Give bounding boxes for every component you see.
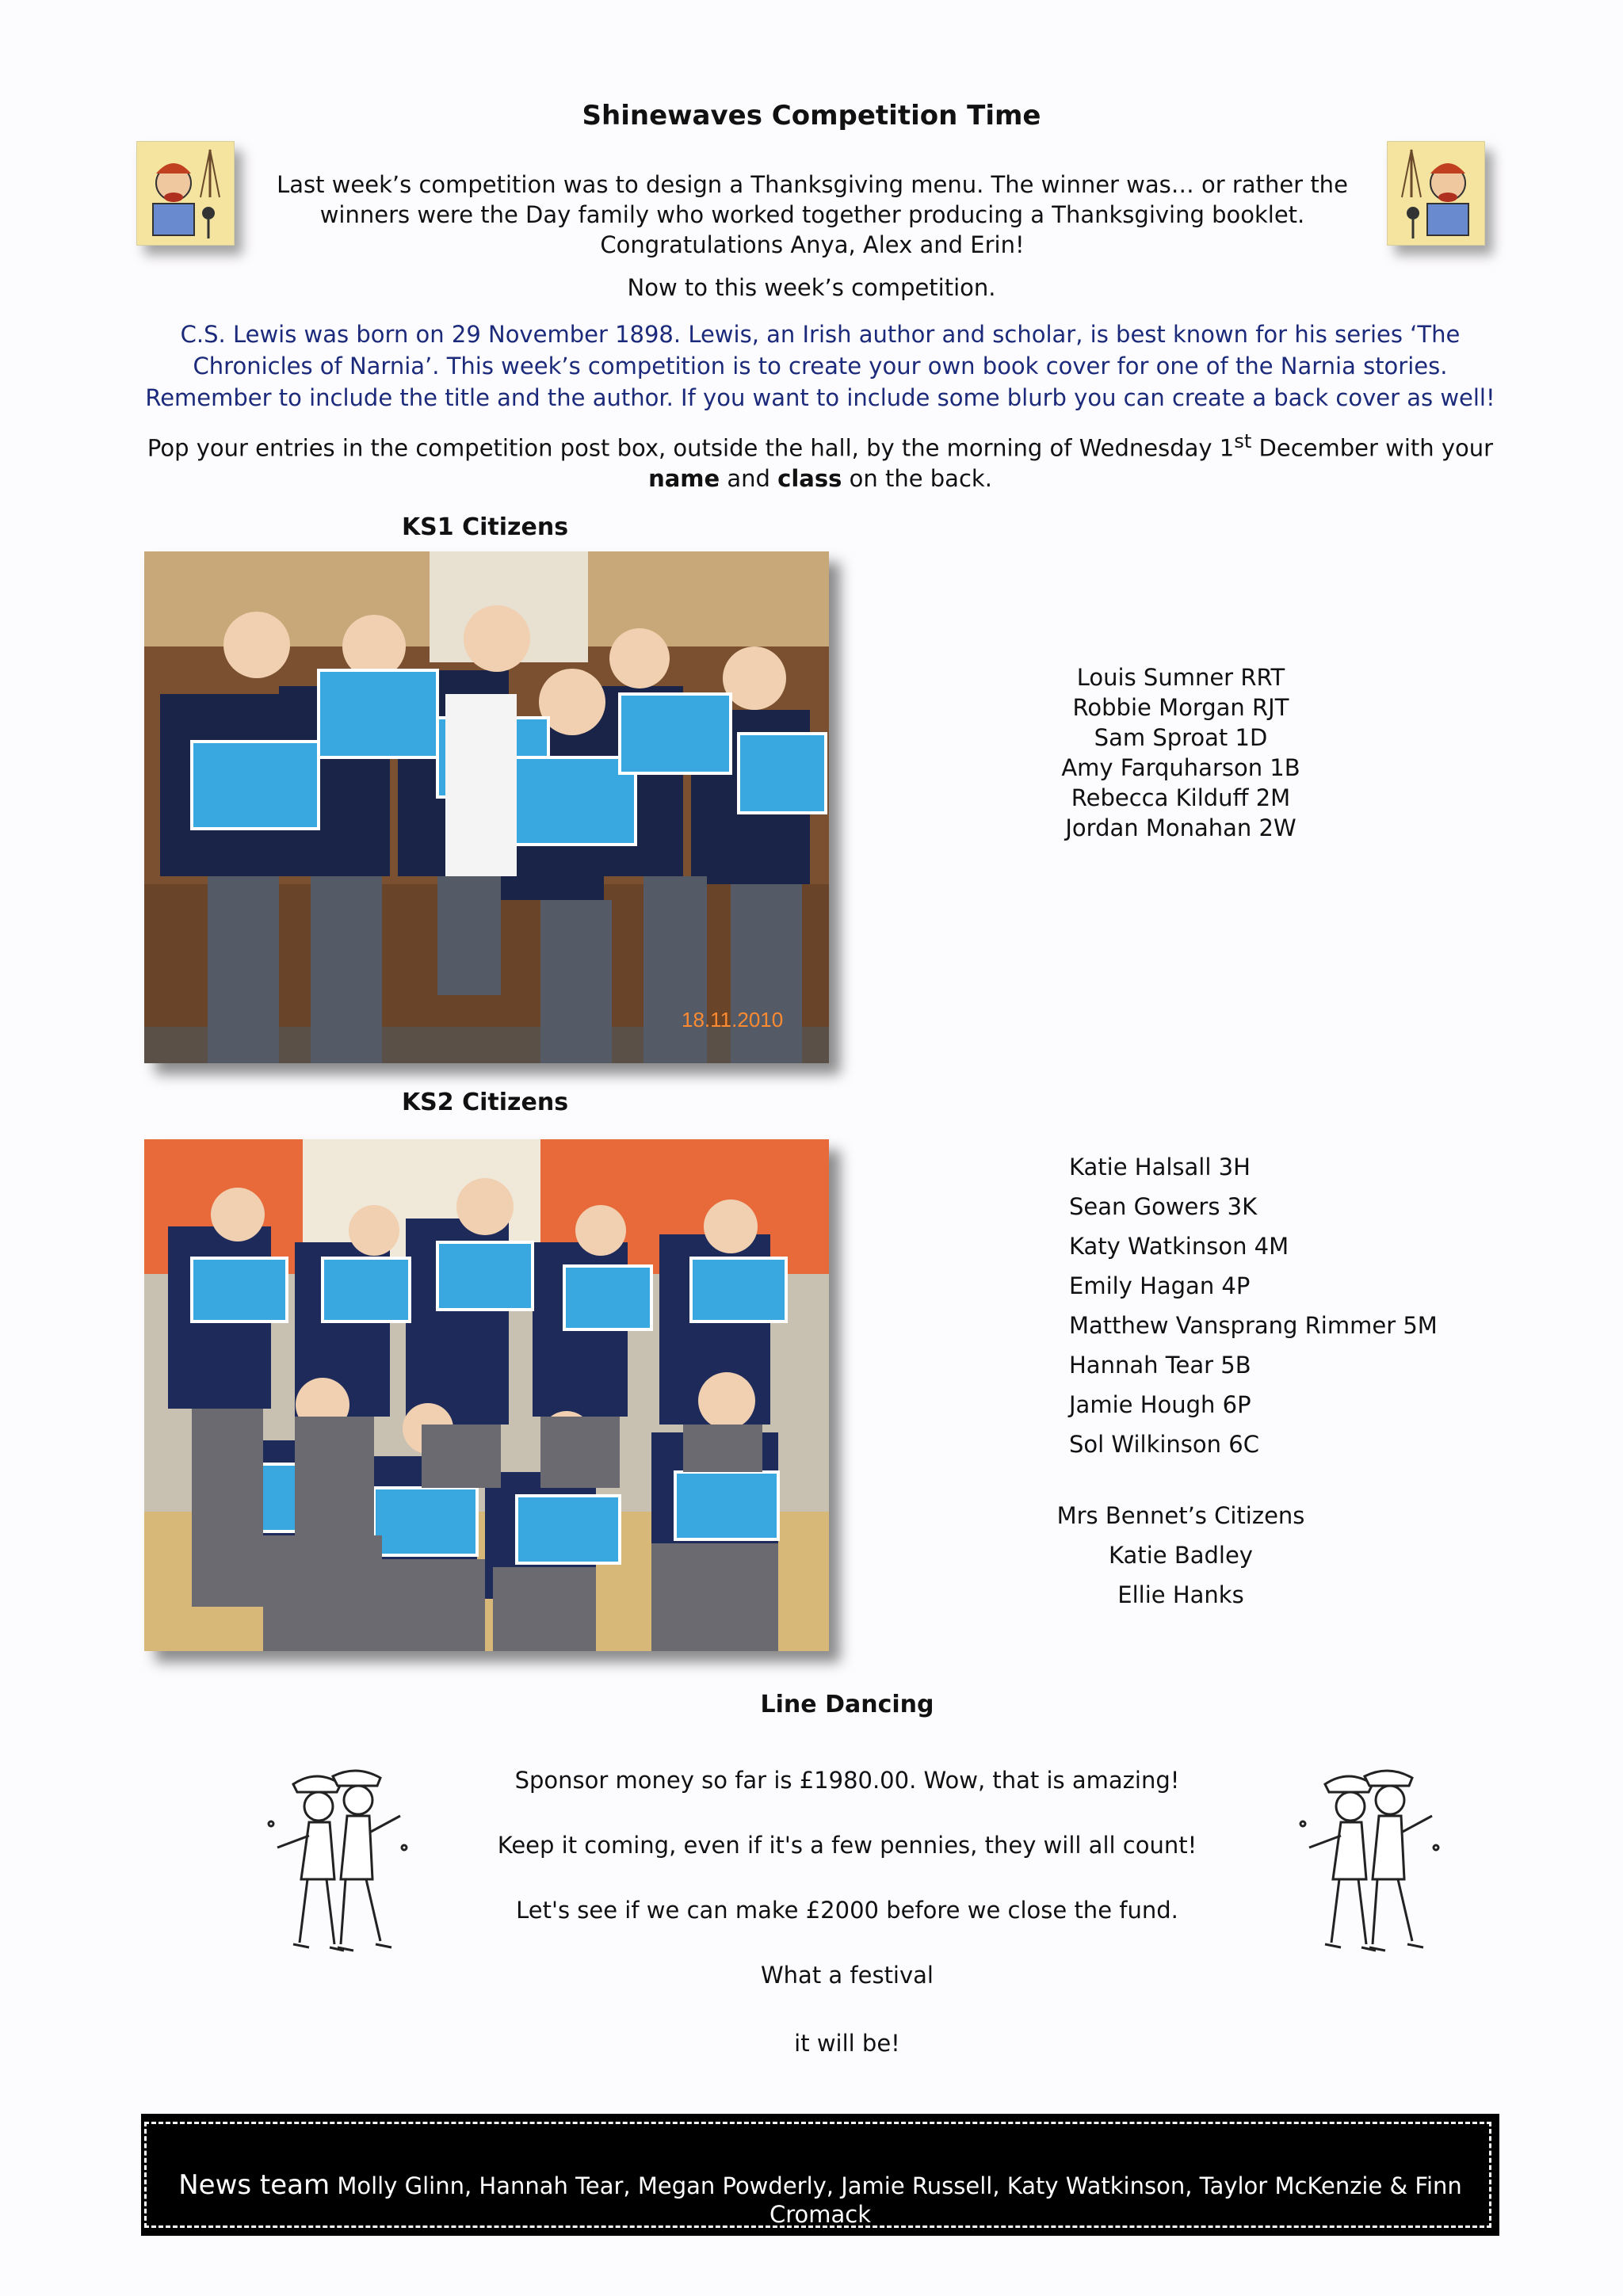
entries-paragraph [135, 426, 1506, 494]
list-item: Sol Wilkinson 6C [1069, 1431, 1259, 1458]
news-team-banner [141, 2114, 1499, 2236]
list-item: Louis Sumner RRT [1076, 664, 1285, 691]
list-item: Jamie Hough 6P [1069, 1391, 1251, 1418]
ks2-group-photo [144, 1139, 829, 1651]
list-item: Rebecca Kilduff 2M [1071, 784, 1291, 811]
news-team-members: Molly Glinn, Hannah Tear, Megan Powderly, Jamie Russell, Katy Watkinson, Taylor McKenzie & Finn Cromack [330, 2172, 1462, 2228]
photo-date-stamp: 18.11.2010 [682, 1008, 784, 1032]
ks2-heading: KS2 Citizens [401, 1089, 569, 1116]
entries-bold-name: name [648, 464, 720, 492]
competition-lead: Now to this week’s competition. [627, 274, 996, 301]
entries-text: on the back. [842, 464, 992, 492]
ks1-group-photo [144, 551, 829, 1063]
page-title: Shinewaves Competition Time [582, 100, 1041, 132]
list-heading: Mrs Bennet’s Citizens [1056, 1502, 1305, 1529]
text-line: What a festival [761, 1962, 934, 1989]
text-line: it will be! [794, 2030, 900, 2057]
entries-text: and [720, 464, 778, 492]
narnia-paragraph: C.S. Lewis was born on 29 November 1898. Lewis, an Irish author and scholar, is best known for his series ‘The Chronicles of Narnia’. This week’s competition is to create your own book cover for one of the Narnia stories. Remember to include the title and the author. If you want to include some blurb you can create a back cover as well! [145, 321, 1495, 411]
list-item: Ellie Hanks [1117, 1581, 1244, 1608]
list-item: Katie Halsall 3H [1069, 1154, 1251, 1180]
list-item: Jordan Monahan 2W [1065, 814, 1296, 841]
intro-paragraph: Last week’s competition was to design a Thanksgiving menu. The winner was… or rather the winners were the Day family who worked together producing a Thanksgiving booklet. Congratulations Anya, Alex and Erin! [277, 171, 1348, 258]
line-dancers-icon [262, 1760, 412, 1958]
bennet-citizens-list [1030, 1496, 1331, 1615]
news-team-label: News team [178, 2169, 330, 2201]
list-item: Amy Farquharson 1B [1061, 754, 1300, 781]
list-item: Katy Watkinson 4M [1069, 1233, 1289, 1260]
text-line: Sponsor money so far is £1980.00. Wow, that is amazing! [514, 1767, 1180, 1794]
list-item: Emily Hagan 4P [1069, 1272, 1251, 1299]
ks2-names-list [1069, 1147, 1545, 1464]
entries-text: Pop your entries in the competition post box, outside the hall, by the morning of Wednesday 1 [147, 434, 1235, 462]
list-item: Robbie Morgan RJT [1072, 694, 1289, 721]
text-line: Keep it coming, even if it's a few pennies, they will all count! [497, 1832, 1197, 1859]
list-item: Katie Badley [1109, 1542, 1253, 1569]
radio-presenter-icon [1387, 141, 1485, 246]
radio-presenter-icon [136, 141, 235, 246]
ks1-heading: KS1 Citizens [401, 513, 569, 541]
list-item: Matthew Vansprang Rimmer 5M [1069, 1312, 1438, 1339]
text-line: Let's see if we can make £2000 before we close the fund. [516, 1897, 1178, 1924]
list-item: Hannah Tear 5B [1069, 1352, 1251, 1379]
line-dancers-icon [1293, 1760, 1444, 1958]
line-dancing-heading: Line Dancing [760, 1691, 934, 1718]
entries-bold-class: class [777, 464, 842, 492]
entries-superscript: st [1234, 430, 1252, 452]
ks1-names-list [1030, 662, 1331, 843]
news-team-text [141, 2169, 1499, 2228]
list-item: Sam Sproat 1D [1094, 724, 1268, 751]
list-item: Sean Gowers 3K [1069, 1193, 1258, 1220]
entries-text: December with your [1251, 434, 1494, 462]
